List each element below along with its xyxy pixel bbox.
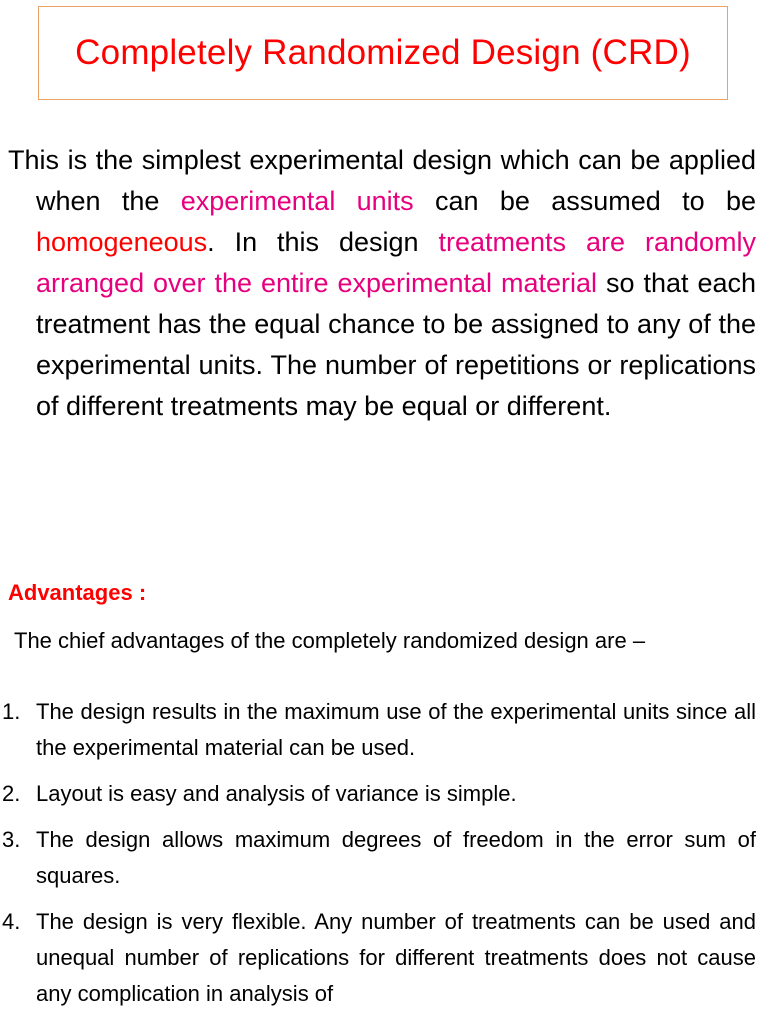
list-item-number: 3. xyxy=(2,827,21,852)
advantages-heading: Advantages : xyxy=(8,580,147,605)
list-item xyxy=(0,904,756,1012)
intro-paragraph xyxy=(8,140,756,427)
list-item-text: The design results in the maximum use of the experimental units since all the experimental material can be used. xyxy=(36,699,756,760)
page-title: Completely Randomized Design (CRD) xyxy=(75,33,691,72)
list-item-number: 4. xyxy=(2,909,21,934)
intro-text-3: . In this design xyxy=(207,227,439,257)
list-item xyxy=(0,694,756,766)
list-item-text: The design allows maximum degrees of freedom in the error sum of squares. xyxy=(36,827,756,888)
list-item xyxy=(0,822,756,894)
highlight-experimental-units: experimental units xyxy=(180,186,414,216)
list-item-number: 2. xyxy=(2,781,21,806)
intro-text-1: This is the simplest experimental design which can be applied when the xyxy=(8,145,756,216)
highlight-treatments-arranged: treatments are randomly arranged over the entire experimental material xyxy=(36,227,756,298)
intro-text-4: so that each treatment has the equal chance to be assigned to any of the experimental units. The number of repetitions or replications of different treatments may be equal or different. xyxy=(36,268,756,421)
highlight-homogeneous: homogeneous xyxy=(36,227,208,257)
title-box xyxy=(38,6,728,100)
advantages-list xyxy=(0,694,756,1022)
list-item-text: Layout is easy and analysis of variance is simple. xyxy=(36,781,517,806)
intro-text-2: can be assumed to be xyxy=(413,186,756,216)
advantages-intro: The chief advantages of the completely randomized design are – xyxy=(14,628,646,653)
list-item xyxy=(0,776,756,812)
list-item-number: 1. xyxy=(2,699,21,724)
list-item-text: The design is very flexible. Any number of treatments can be used and unequal number of replications for different treatments does not cause any complication in analysis of xyxy=(36,909,756,1006)
